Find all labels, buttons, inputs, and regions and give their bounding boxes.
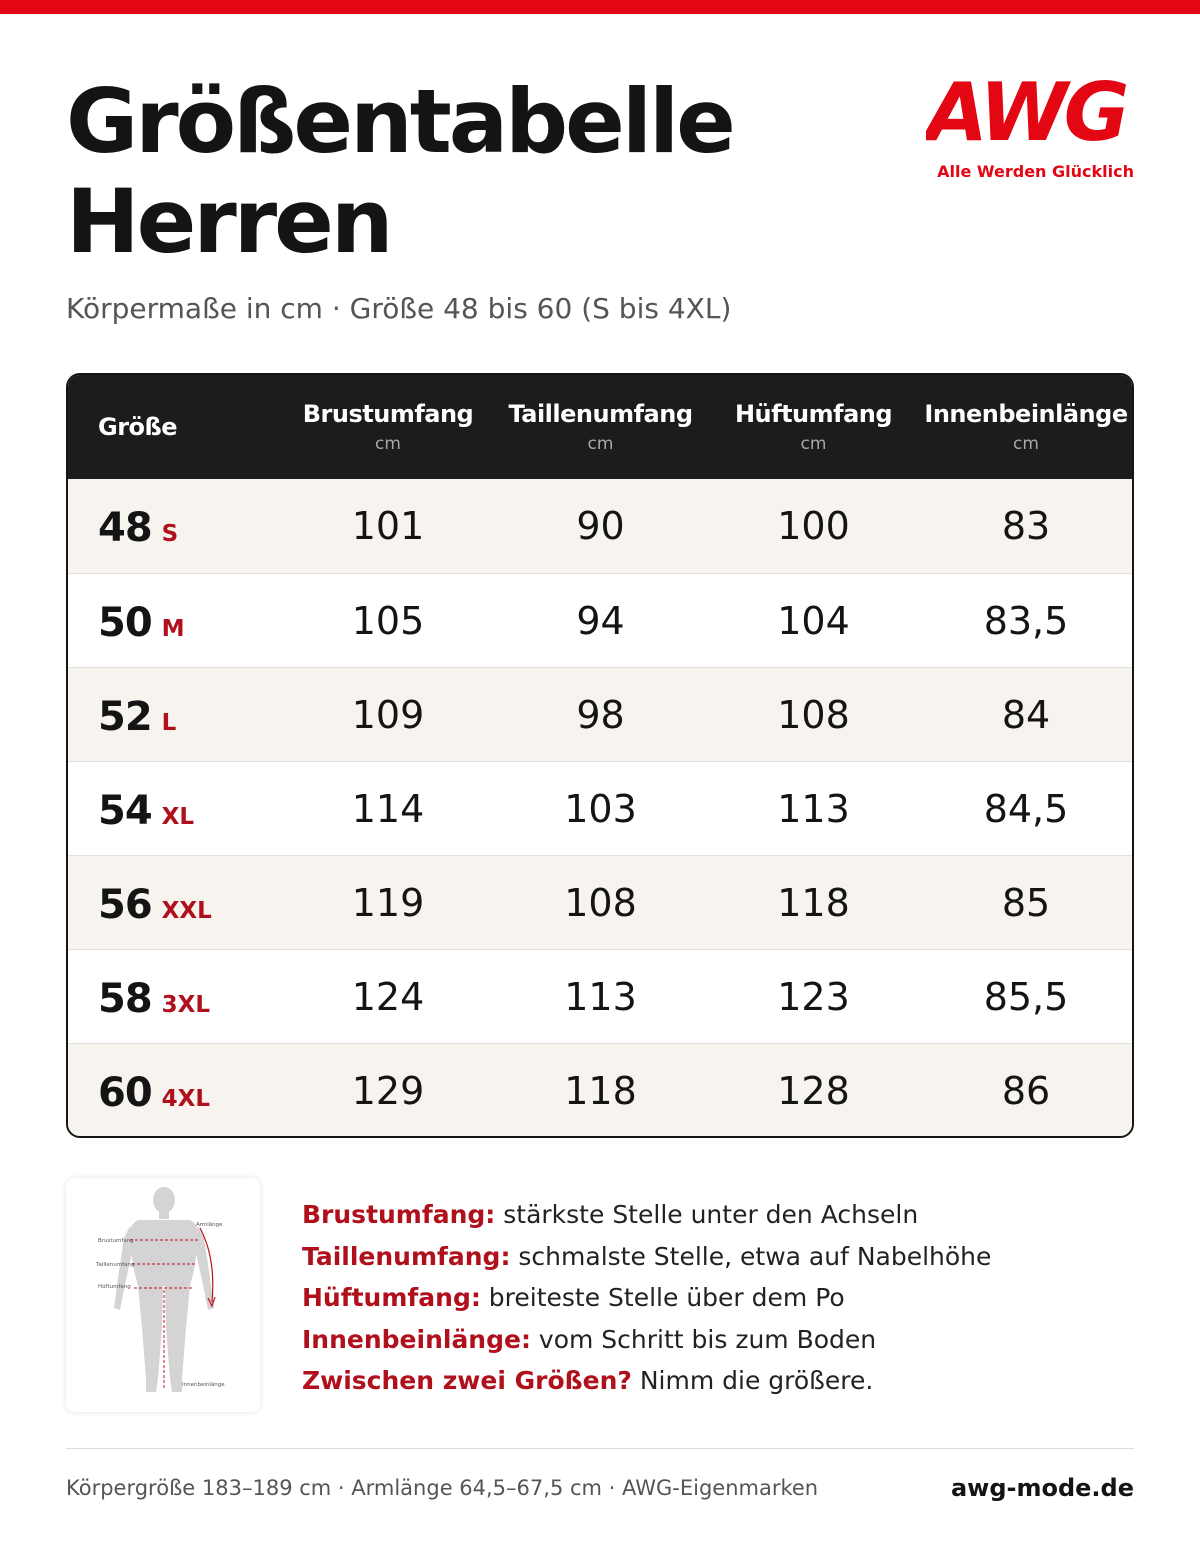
header-hueftumfang [707,375,920,479]
size-number: 60 [98,1069,152,1116]
size-letter: S [161,521,179,547]
label-armlaenge: Armlänge [196,1222,223,1228]
size-cell [68,762,282,856]
logo-tagline: Alle Werden Glücklich [937,162,1134,181]
header-label: Größe [98,413,178,441]
table-row [68,573,1132,667]
huefte-value: 104 [777,598,850,643]
size-number: 52 [98,693,152,740]
page-title [66,72,886,272]
header-label: Hüftumfang [734,400,893,428]
subtitle: Körpermaße in cm · Größe 48 bis 60 (S bis 4XL) [66,292,732,325]
huefte-value: 100 [777,504,850,548]
size-cell [68,856,282,950]
brust-value: 105 [351,598,425,643]
taille-value: 108 [564,880,637,925]
brust-value: 124 [351,974,425,1019]
legend-text: Nimm die größere. [631,1366,874,1395]
table-row [68,949,1132,1043]
legend-text: schmalste Stelle, etwa auf Nabelhöhe [510,1241,992,1271]
table-body [68,479,1132,1137]
size-cell [68,1044,282,1138]
huefte-value: 118 [777,880,850,925]
brust-value: 101 [351,504,425,548]
legend-term: Zwischen zwei Größen? [302,1366,632,1395]
legend-term: Taillenumfang: [302,1241,511,1271]
taille-value: 113 [564,974,637,1019]
table-header [68,375,1132,479]
legend-text: breiteste Stelle über dem Po [480,1283,845,1312]
legend-term: Innenbeinlänge: [302,1324,531,1354]
legend-item [302,1194,991,1236]
huefte-value: 113 [777,786,850,831]
legend-item [302,1360,991,1402]
innenbein-value: 83,5 [983,598,1069,643]
legend-term: Hüftumfang: [302,1283,481,1312]
size-number: 50 [98,599,152,646]
size-cell [68,668,282,762]
header-unit: cm [800,434,827,454]
size-letter: XXL [161,897,212,924]
header-taillenumfang [494,375,707,479]
top-accent-bar [0,0,1200,14]
header-label: Brustumfang [302,400,474,428]
label-taille: Taillenumfang [96,1262,135,1268]
innenbein-value: 85,5 [983,974,1069,1019]
huefte-value: 108 [777,692,850,737]
header-unit: cm [1013,434,1039,454]
size-letter: XL [161,803,195,830]
header-unit: cm [587,434,614,454]
brust-value: 129 [351,1068,425,1113]
size-number: 58 [98,975,152,1022]
size-letter: M [161,615,185,642]
label-brust: Brustumfang [98,1238,134,1244]
taille-value: 90 [576,504,625,548]
legend-term: Brustumfang: [302,1200,496,1229]
page-title-line-1: Größentabelle [66,70,733,173]
huefte-value: 128 [777,1068,850,1113]
size-number: 56 [98,881,152,928]
footer-website-link[interactable]: awg-mode.de [950,1474,1134,1502]
header-innenbeinlaenge [920,375,1132,479]
header-label: Innenbeinlänge [924,400,1128,428]
size-number: 54 [98,787,152,834]
header-unit: cm [375,434,401,454]
label-innenbein: Innenbeinlänge [182,1382,225,1388]
size-letter: 3XL [161,991,211,1018]
size-table [66,373,1134,1138]
taille-value: 98 [576,692,625,737]
page-title-line-2: Herren [66,170,391,273]
brust-value: 114 [351,786,425,831]
innenbein-value: 86 [1001,1068,1051,1113]
taille-value: 94 [576,598,625,643]
brust-value: 109 [351,692,425,737]
table-row [68,855,1132,949]
legend-text: stärkste Stelle unter den Achseln [495,1200,919,1229]
taille-value: 118 [564,1068,637,1113]
size-number: 48 [98,505,152,551]
footer-note: Körpergröße 183–189 cm · Armlänge 64,5–67,5 cm · AWG-Eigenmarken [66,1476,819,1500]
header-label: Taillenumfang [508,400,693,428]
legend-item [302,1319,991,1361]
table-row [68,667,1132,761]
header-brustumfang [282,375,494,479]
huefte-value: 123 [777,974,850,1019]
taille-value: 103 [564,786,637,831]
legend-item [302,1277,991,1319]
measurement-figure [66,1178,260,1412]
header-groesse [68,375,282,479]
table-row [68,479,1132,573]
legend-text: vom Schritt bis zum Boden [530,1324,877,1354]
size-letter: 4XL [161,1085,211,1112]
innenbein-value: 84 [1001,692,1051,737]
measurement-legend [302,1194,991,1402]
table-row [68,761,1132,855]
size-cell [68,950,282,1044]
brust-value: 119 [351,880,425,925]
innenbein-value: 85 [1001,880,1051,925]
body-silhouette-icon [66,1178,260,1412]
svg-text:AWG: AWG [926,74,1126,150]
size-cell [68,479,282,573]
footer-divider [66,1448,1134,1449]
size-cell [68,574,282,668]
innenbein-value: 83 [1001,504,1051,548]
awg-wordmark [926,74,1136,150]
awg-logo [900,70,1136,186]
table-row [68,1043,1132,1137]
innenbein-value: 84,5 [983,786,1069,831]
label-huefte: Hüftumfang [98,1284,131,1290]
size-letter: L [161,709,177,736]
legend-item [302,1236,991,1278]
